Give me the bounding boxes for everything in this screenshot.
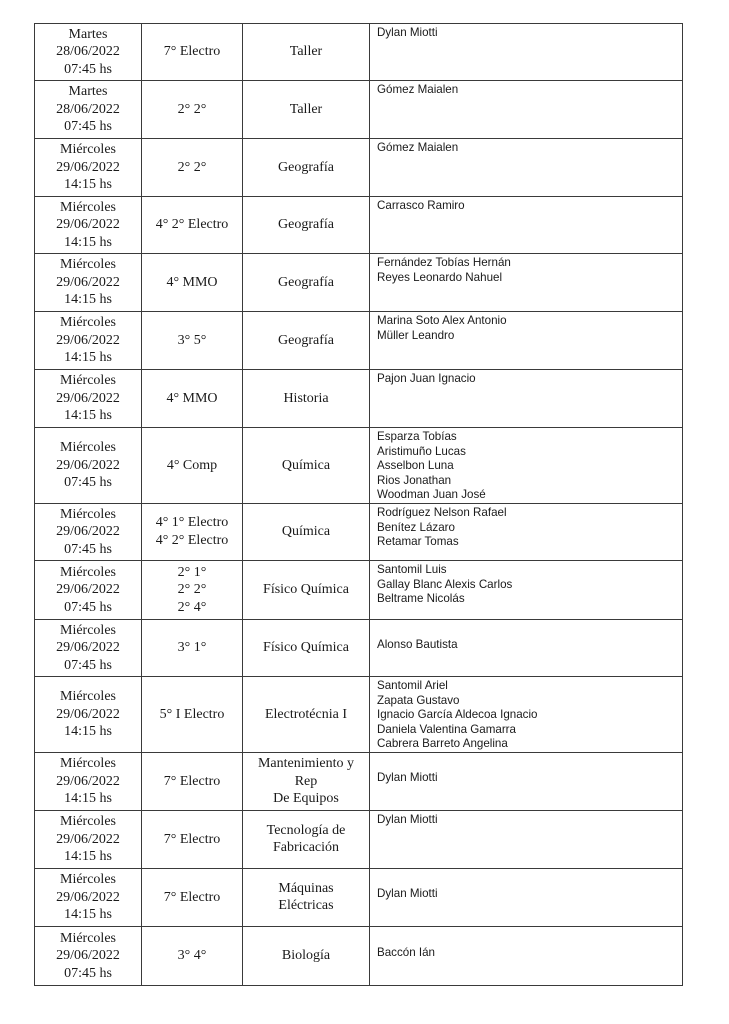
date-time-cell: [35, 560, 142, 619]
subject-text: Geografía: [278, 332, 334, 348]
subject-text: Físico Química: [263, 640, 349, 656]
table-row: [35, 560, 683, 619]
subject-cell: [243, 428, 370, 504]
table-row: [35, 139, 683, 197]
date-time-cell: [35, 139, 142, 197]
course-text: 5° I Electro: [159, 706, 225, 722]
table-row: [35, 503, 683, 560]
subject-cell: [243, 312, 370, 370]
course-text: 7° Electro: [163, 889, 221, 905]
student-name: Carrasco Ramiro: [377, 199, 465, 212]
date-time-cell: [35, 312, 142, 370]
time-text: 07:45 hs: [64, 119, 112, 135]
table-row: [35, 752, 683, 810]
time-text: 14:15 hs: [64, 724, 112, 740]
date-time-cell: [35, 868, 142, 926]
weekday-text: Martes: [68, 84, 108, 100]
course-text: 2° 1°: [177, 564, 207, 580]
subject-cell: [243, 24, 370, 81]
subject-cell: [243, 810, 370, 868]
table-row: [35, 312, 683, 370]
subject-text: Eléctricas: [278, 898, 334, 914]
student-name: Baccón Ián: [377, 945, 436, 959]
time-text: 14:15 hs: [64, 791, 112, 807]
course-cell: [142, 428, 243, 504]
subject-cell: [243, 503, 370, 560]
weekday-text: Miércoles: [60, 142, 116, 158]
time-text: 07:45 hs: [64, 61, 112, 77]
student-name: Zapata Gustavo: [377, 693, 460, 707]
table-row: [35, 868, 683, 926]
date-time-cell: [35, 503, 142, 560]
date-time-cell: [35, 810, 142, 868]
weekday-text: Miércoles: [60, 257, 116, 273]
table-row: [35, 619, 683, 676]
student-name: Alonso Bautista: [377, 637, 458, 651]
subject-text: Geografía: [278, 217, 334, 233]
subject-cell: [243, 81, 370, 139]
time-text: 14:15 hs: [64, 292, 112, 308]
table-row: [35, 254, 683, 312]
course-text: 3° 4°: [177, 948, 207, 964]
course-cell: [142, 926, 243, 985]
course-cell: [142, 810, 243, 868]
weekday-text: Miércoles: [60, 689, 116, 705]
subject-cell: [243, 752, 370, 810]
students-cell: [370, 312, 683, 370]
student-name: Benítez Lázaro: [377, 520, 455, 534]
date-text: 28/06/2022: [56, 101, 120, 117]
weekday-text: Miércoles: [60, 440, 116, 456]
course-cell: [142, 619, 243, 676]
student-name: Asselbon Luna: [377, 459, 454, 473]
student-name: Woodman Juan José: [377, 488, 486, 502]
subject-cell: [243, 868, 370, 926]
time-text: 14:15 hs: [64, 177, 112, 193]
weekday-text: Miércoles: [60, 199, 116, 215]
date-text: 28/06/2022: [56, 44, 120, 60]
table-row: [35, 370, 683, 428]
subject-text: Taller: [289, 101, 323, 117]
course-cell: [142, 312, 243, 370]
course-text: 3° 1°: [177, 640, 207, 656]
course-text: 4° MMO: [166, 274, 218, 290]
course-text: 2° 2°: [177, 101, 207, 117]
course-text: 4° 1° Electro: [155, 515, 229, 531]
student-name: Fernández Tobías Hernán: [377, 256, 511, 269]
table-row: [35, 81, 683, 139]
time-text: 14:15 hs: [64, 849, 112, 865]
date-time-cell: [35, 926, 142, 985]
subject-text: Geografía: [278, 159, 334, 175]
date-time-cell: [35, 81, 142, 139]
subject-cell: [243, 619, 370, 676]
subject-cell: [243, 926, 370, 985]
course-cell: [142, 752, 243, 810]
students-cell: [370, 370, 683, 428]
weekday-text: Miércoles: [60, 506, 116, 522]
students-cell: [370, 139, 683, 197]
weekday-text: Miércoles: [60, 930, 116, 946]
student-name: Esparza Tobías: [377, 430, 457, 443]
student-name: Aristimuño Lucas: [377, 444, 466, 458]
date-text: 29/06/2022: [56, 457, 120, 473]
course-cell: [142, 503, 243, 560]
subject-text: Fabricación: [272, 840, 340, 856]
date-time-cell: [35, 254, 142, 312]
date-text: 29/06/2022: [56, 582, 120, 598]
date-text: 29/06/2022: [56, 217, 120, 233]
students-cell: [370, 926, 683, 985]
schedule-table-body: [35, 24, 683, 986]
time-text: 07:45 hs: [64, 657, 112, 673]
students-cell: [370, 676, 683, 752]
date-text: 29/06/2022: [56, 524, 120, 540]
course-text: 7° Electro: [163, 773, 221, 789]
student-name: Daniela Valentina Gamarra: [377, 722, 516, 736]
subject-cell: [243, 139, 370, 197]
subject-text: Rep: [294, 773, 318, 789]
students-cell: [370, 81, 683, 139]
subject-text: Química: [281, 457, 331, 473]
student-name: Santomil Ariel: [377, 678, 448, 692]
weekday-text: Miércoles: [60, 814, 116, 830]
course-cell: [142, 868, 243, 926]
table-row: [35, 24, 683, 81]
time-text: 14:15 hs: [64, 234, 112, 250]
date-time-cell: [35, 752, 142, 810]
time-text: 14:15 hs: [64, 408, 112, 424]
table-row: [35, 676, 683, 752]
course-text: 2° 2°: [177, 159, 207, 175]
students-cell: [370, 560, 683, 619]
date-text: 29/06/2022: [56, 831, 120, 847]
date-text: 29/06/2022: [56, 773, 120, 789]
subject-text: Geografía: [278, 274, 334, 290]
date-text: 29/06/2022: [56, 274, 120, 290]
course-cell: [142, 197, 243, 254]
time-text: 07:45 hs: [64, 599, 112, 615]
student-name: Retamar Tomas: [377, 535, 459, 549]
time-text: 07:45 hs: [64, 965, 112, 981]
course-cell: [142, 24, 243, 81]
student-name: Gallay Blanc Alexis Carlos: [377, 577, 513, 591]
date-text: 29/06/2022: [56, 706, 120, 722]
students-cell: [370, 24, 683, 81]
students-cell: [370, 503, 683, 560]
course-text: 7° Electro: [163, 44, 221, 60]
student-name: Beltrame Nicolás: [377, 592, 465, 606]
subject-text: De Equipos: [273, 791, 339, 807]
subject-text: Máquinas: [278, 880, 334, 896]
subject-text: Mantenimiento y: [257, 756, 355, 772]
time-text: 14:15 hs: [64, 907, 112, 923]
date-time-cell: [35, 370, 142, 428]
date-text: 29/06/2022: [56, 889, 120, 905]
course-text: 2° 2°: [177, 582, 207, 598]
students-cell: [370, 197, 683, 254]
time-text: 14:15 hs: [64, 350, 112, 366]
course-cell: [142, 81, 243, 139]
student-name: Ignacio García Aldecoa Ignacio: [377, 708, 538, 722]
student-name: Cabrera Barreto Angelina: [377, 737, 508, 751]
date-time-cell: [35, 619, 142, 676]
students-cell: [370, 868, 683, 926]
date-time-cell: [35, 676, 142, 752]
course-cell: [142, 676, 243, 752]
students-cell: [370, 254, 683, 312]
weekday-text: Miércoles: [60, 622, 116, 638]
student-name: Rodríguez Nelson Rafael: [377, 505, 507, 519]
course-cell: [142, 560, 243, 619]
weekday-text: Miércoles: [60, 315, 116, 331]
subject-cell: [243, 370, 370, 428]
date-text: 29/06/2022: [56, 159, 120, 175]
course-text: 2° 4°: [177, 599, 207, 615]
course-cell: [142, 139, 243, 197]
student-name: Gómez Maialen: [377, 83, 459, 96]
course-cell: [142, 370, 243, 428]
subject-cell: [243, 560, 370, 619]
subject-text: Biología: [281, 948, 331, 964]
student-name: Rios Jonathan: [377, 473, 452, 487]
table-row: [35, 810, 683, 868]
students-cell: [370, 752, 683, 810]
subject-text: Química: [281, 524, 331, 540]
course-text: 4° Comp: [166, 457, 218, 473]
student-name: Pajon Juan Ignacio: [377, 372, 476, 385]
date-text: 29/06/2022: [56, 390, 120, 406]
weekday-text: Miércoles: [60, 564, 116, 580]
student-name: Dylan Miotti: [377, 887, 438, 901]
date-text: 29/06/2022: [56, 948, 120, 964]
weekday-text: Miércoles: [60, 373, 116, 389]
weekday-text: Miércoles: [60, 756, 116, 772]
table-row: [35, 428, 683, 504]
student-name: Reyes Leonardo Nahuel: [377, 270, 503, 284]
subject-cell: [243, 254, 370, 312]
course-text: 7° Electro: [163, 831, 221, 847]
date-time-cell: [35, 24, 142, 81]
subject-text: Físico Química: [263, 582, 349, 598]
subject-text: Electrotécnia I: [264, 706, 347, 722]
course-text: 3° 5°: [177, 332, 207, 348]
subject-cell: [243, 197, 370, 254]
date-time-cell: [35, 197, 142, 254]
course-text: 4° MMO: [166, 390, 218, 406]
course-text: 4° 2° Electro: [155, 217, 229, 233]
weekday-text: Martes: [68, 26, 108, 42]
subject-text: Historia: [283, 390, 329, 406]
course-cell: [142, 254, 243, 312]
date-text: 29/06/2022: [56, 640, 120, 656]
students-cell: [370, 428, 683, 504]
subject-text: Tecnología de: [266, 822, 346, 838]
time-text: 07:45 hs: [64, 541, 112, 557]
date-time-cell: [35, 428, 142, 504]
student-name: Gómez Maialen: [377, 141, 459, 154]
weekday-text: Miércoles: [60, 872, 116, 888]
table-row: [35, 926, 683, 985]
table-row: [35, 197, 683, 254]
student-name: Dylan Miotti: [377, 812, 438, 826]
exam-schedule-table: [34, 23, 683, 986]
course-text: 4° 2° Electro: [155, 532, 229, 548]
student-name: Dylan Miotti: [377, 771, 438, 785]
student-name: Santomil Luis: [377, 562, 447, 576]
student-name: Müller Leandro: [377, 328, 455, 342]
students-cell: [370, 810, 683, 868]
date-text: 29/06/2022: [56, 332, 120, 348]
time-text: 07:45 hs: [64, 475, 112, 491]
student-name: Dylan Miotti: [377, 26, 438, 39]
subject-cell: [243, 676, 370, 752]
student-name: Marina Soto Alex Antonio: [377, 314, 507, 327]
students-cell: [370, 619, 683, 676]
subject-text: Taller: [289, 44, 323, 60]
